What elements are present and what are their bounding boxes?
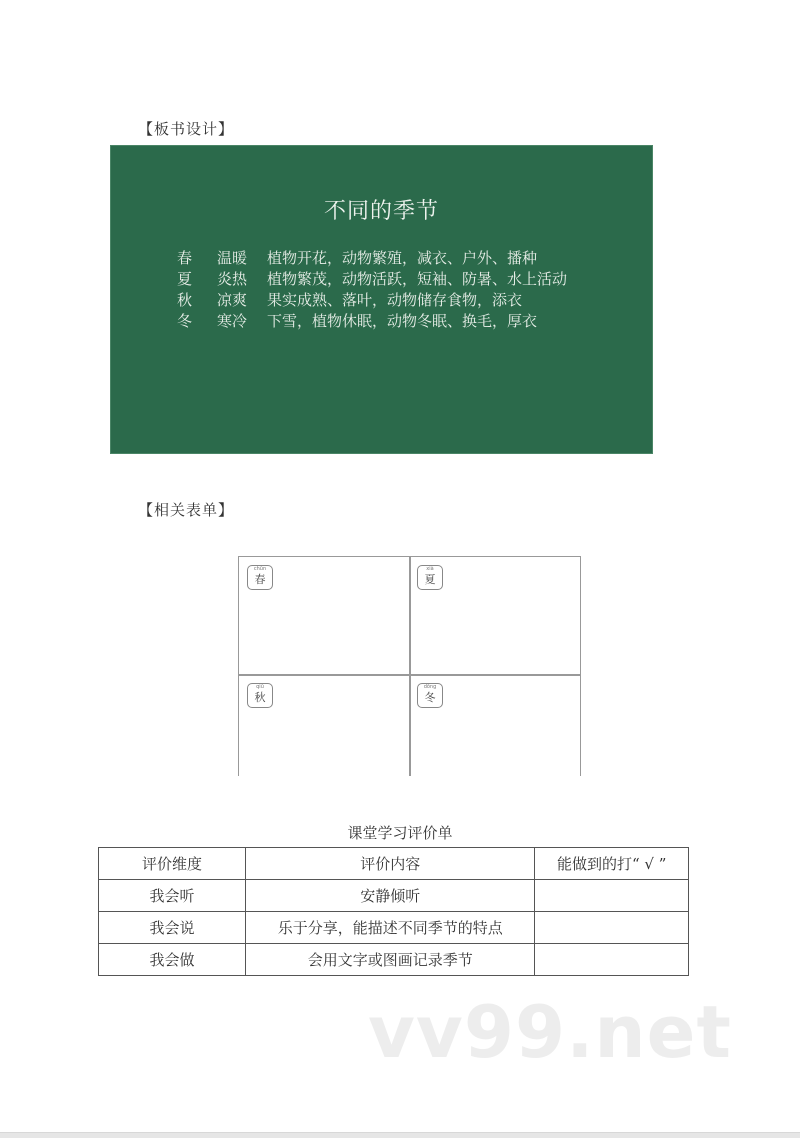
board-row-summer	[177, 269, 567, 290]
table-row	[99, 912, 689, 944]
board-row-winter	[177, 311, 567, 332]
season-label: 秋	[177, 291, 193, 309]
check-cell[interactable]	[535, 944, 689, 976]
season-badge-summer	[417, 565, 443, 590]
evaluation-title: 课堂学习评价单	[347, 824, 453, 842]
content-cell: 会用文字或图画记录季节	[246, 944, 535, 976]
season-drawing-grid	[238, 556, 581, 776]
header-dimension: 评价维度	[99, 848, 246, 880]
season-label: 春	[177, 249, 193, 267]
season-badge-spring	[247, 565, 273, 590]
season-description: 下雪，植物休眠，动物冬眠、换毛，厚衣	[267, 312, 538, 330]
dimension-cell: 我会说	[99, 912, 246, 944]
table-row	[99, 944, 689, 976]
pinyin-label: xià	[426, 566, 434, 572]
season-badge-autumn	[247, 683, 273, 708]
board-rows	[177, 248, 567, 332]
season-char: 秋	[254, 691, 266, 704]
table-header-row	[99, 848, 689, 880]
pinyin-label: chūn	[253, 566, 267, 572]
board-design-heading: 【板书设计】	[138, 120, 235, 138]
check-cell[interactable]	[535, 880, 689, 912]
page-bottom-edge	[0, 1132, 800, 1138]
related-forms-heading: 【相关表单】	[138, 501, 235, 519]
table-row	[99, 880, 689, 912]
temperature-label: 温暖	[217, 249, 248, 267]
board-row-spring	[177, 248, 567, 269]
check-cell[interactable]	[535, 912, 689, 944]
pinyin-label: qiū	[256, 684, 264, 690]
evaluation-table	[98, 847, 689, 976]
dimension-cell: 我会做	[99, 944, 246, 976]
header-check: 能做到的打“ √ ”	[535, 848, 689, 880]
board-title: 不同的季节	[323, 199, 439, 224]
season-label: 夏	[177, 270, 193, 288]
season-label: 冬	[177, 312, 193, 330]
temperature-label: 炎热	[217, 270, 248, 288]
pinyin-label: dōng	[423, 684, 437, 690]
grid-divider-horizontal	[239, 674, 580, 676]
content-cell: 安静倾听	[246, 880, 535, 912]
season-char: 冬	[424, 691, 436, 704]
season-char: 夏	[424, 573, 436, 586]
header-content: 评价内容	[246, 848, 535, 880]
season-badge-winter	[417, 683, 443, 708]
season-char: 春	[254, 573, 266, 586]
chalkboard	[110, 145, 653, 454]
content-cell: 乐于分享，能描述不同季节的特点	[246, 912, 535, 944]
grid-divider-vertical	[409, 557, 411, 776]
season-description: 果实成熟、落叶，动物储存食物，添衣	[267, 291, 523, 309]
season-description: 植物繁茂，动物活跃，短袖、防暑、水上活动	[267, 270, 568, 288]
season-description: 植物开花，动物繁殖，减衣、户外、播种	[267, 249, 538, 267]
watermark: vv99.net	[368, 990, 732, 1074]
dimension-cell: 我会听	[99, 880, 246, 912]
board-row-autumn	[177, 290, 567, 311]
temperature-label: 凉爽	[217, 291, 248, 309]
temperature-label: 寒冷	[217, 312, 248, 330]
